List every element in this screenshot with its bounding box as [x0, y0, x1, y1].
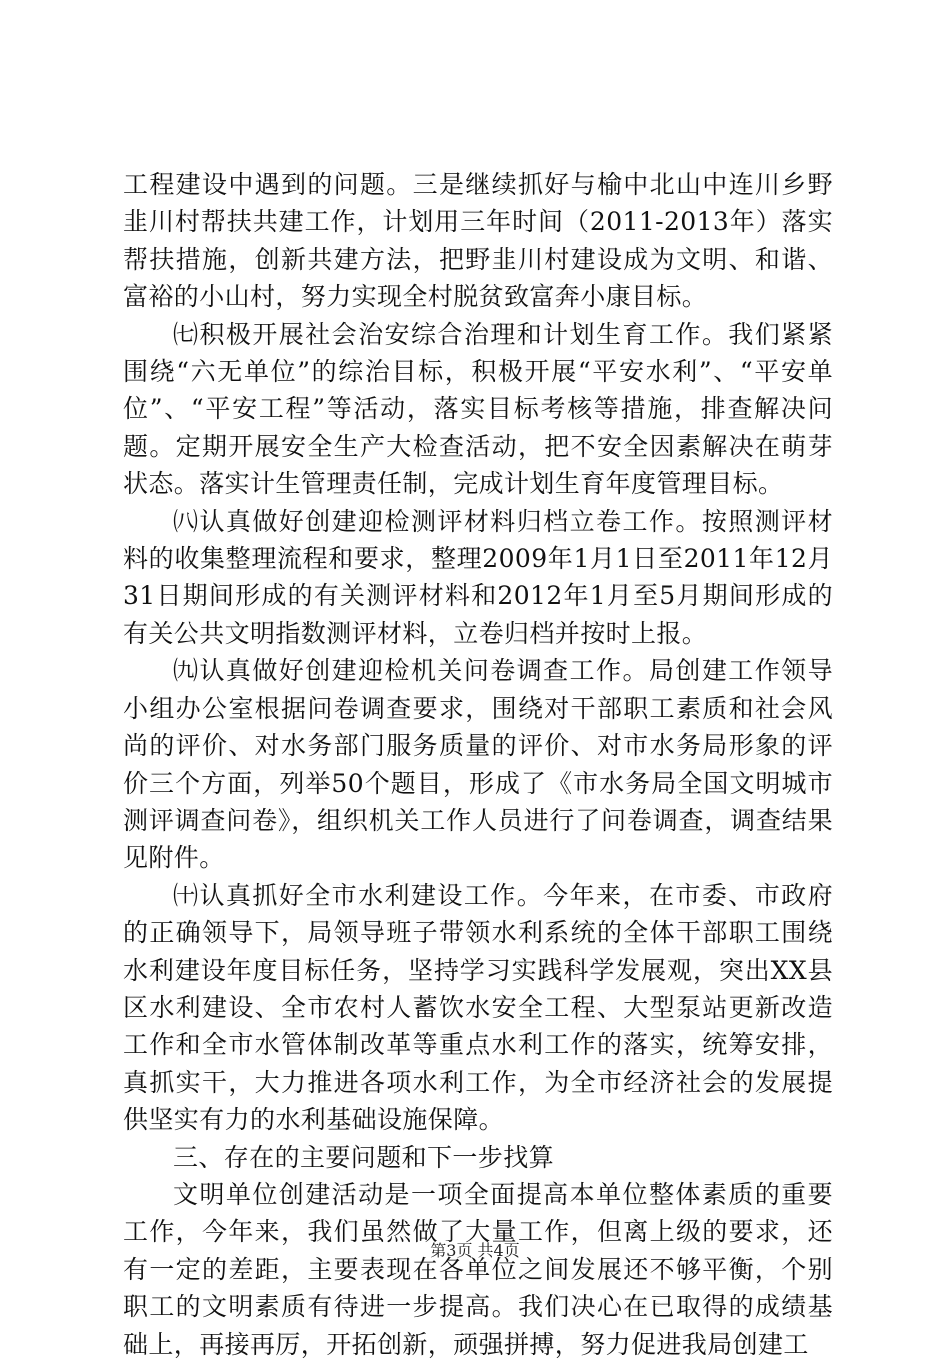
section-heading: 三、存在的主要问题和下一步找算 — [173, 1142, 555, 1172]
page-footer: 第3页 共4页 — [430, 1241, 520, 1260]
document-body — [123, 166, 833, 1363]
paragraph-item-8: ㈧认真做好创建迎检测评材料归档立卷工作。按照测评材料的收集整理流程和要求，整理2009年1月1日至2011年12月31日期间形成的有关测评材料和2012年1月至5月期间形成的有关公共文明指数测评材料，立卷归档并按时上报。 — [123, 506, 833, 648]
paragraph-item-10: ㈩认真抓好全市水利建设工作。今年来，在市委、市政府的正确领导下，局领导班子带领水利系统的全体干部职工围绕水利建设年度目标任务，坚持学习实践科学发展观，突出XX县区水利建设、全市农村人蓄饮水安全工程、大型泵站更新改造工作和全市水管体制改革等重点水利工作的落实，统筹安排，真抓实干，大力推进各项水利工作，为全市经济社会的发展提供坚实有力的水利基础设施保障。 — [123, 880, 833, 1135]
paragraph-item-7: ㈦积极开展社会治安综合治理和计划生育工作。我们紧紧围绕“六无单位”的综治目标，积极开展“平安水利”、“平安单位”、“平安工程”等活动，落实目标考核等措施，排查解决问题。定期开展安全生产大检查活动，把不安全因素解决在萌芽状态。落实计生管理责任制，完成计划生育年度管理目标。 — [123, 319, 833, 499]
paragraph-continuation: 工程建设中遇到的问题。三是继续抓好与榆中北山中连川乡野韭川村帮扶共建工作，计划用三年时间（2011-2013年）落实帮扶措施，创新共建方法，把野韭川村建设成为文明、和谐、富裕的小山村，努力实现全村脱贫致富奔小康目标。 — [123, 170, 833, 312]
paragraph-item-9: ㈨认真做好创建迎检机关问卷调查工作。局创建工作领导小组办公室根据问卷调查要求，围绕对干部职工素质和社会风尚的评价、对水务部门服务质量的评价、对市水务局形象的评价三个方面，列举50个题目，形成了《市水务局全国文明城市测评调查问卷》，组织机关工作人员进行了问卷调查，调查结果见附件。 — [123, 656, 833, 873]
paragraph-problems: 文明单位创建活动是一项全面提高本单位整体素质的重要工作，今年来，我们虽然做了大量工作，但离上级的要求，还有一定的差距，主要表现在各单位之间发展还不够平衡，个别职工的文明素质有待进一步提高。我们决心在已取得的成绩基础上，再接再厉，开拓创新，顽强拼搏，努力促进我局创建工 — [123, 1179, 833, 1359]
